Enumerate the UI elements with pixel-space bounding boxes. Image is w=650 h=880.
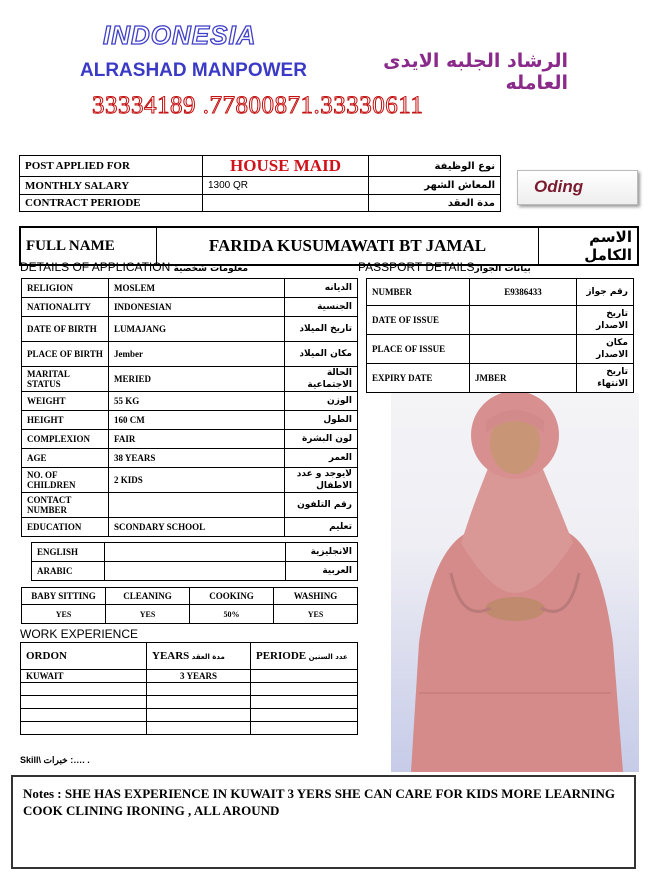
application-row [22,317,358,342]
work-col-period-ar: عدد السنين [308,653,348,661]
skill-line-value: :…. . [70,755,90,765]
work-period [251,709,358,722]
work-col-years-label: YEARS [152,650,190,662]
fullname-label: FULL NAME [20,227,157,265]
contract-label: CONTRACT PERIODE [20,195,203,212]
application-label-ar: الطول [285,411,358,430]
passport-label: DATE OF ISSUE [367,306,470,335]
salary-value: 1300 QR [203,177,369,195]
application-label: MARITAL STATUS [22,367,109,392]
application-table [21,278,358,537]
skill-value: YES [274,605,358,624]
job-info-table [19,155,501,212]
passport-heading-ar: بيانات الجواز [474,264,531,274]
language-label: ENGLISH [32,543,105,562]
language-label-ar: العربية [286,562,358,581]
application-label: RELIGION [22,279,109,298]
application-label-ar: العمر [285,449,358,468]
passport-table [366,278,634,393]
work-heading: WORK EXPERIENCE [20,627,139,641]
agent-stamp [517,170,638,205]
fullname-label-ar: الاسم الكامل [539,227,639,265]
work-period [251,670,358,683]
application-value [109,493,285,518]
work-col-years [147,643,251,670]
passport-row [367,306,634,335]
skill-header: WASHING [274,588,358,605]
salary-label: MONTHLY SALARY [20,177,203,195]
languages-table [31,542,358,581]
country-title: INDONESIA [103,20,257,50]
passport-value: E9386433 [470,279,577,306]
work-years [147,696,251,709]
salary-label-ar: المعاش الشهر [369,177,501,195]
language-value [105,543,286,562]
application-label: DATE OF BIRTH [22,317,109,342]
application-row [22,392,358,411]
work-col-country: ORDON [21,643,147,670]
language-row [32,543,358,562]
application-label: COMPLEXION [22,430,109,449]
passport-label: PLACE OF ISSUE [367,335,470,364]
application-label-ar: لايوجد و عدد الاطفال [285,468,358,493]
skill-line-label: Skill\ خبرات [20,755,68,765]
application-label: EDUCATION [22,518,109,537]
work-table [20,642,358,735]
application-label-ar: تعليم [285,518,358,537]
application-value: 160 CM [109,411,285,430]
work-period [251,683,358,696]
passport-heading-label: PASSPORT DETAILS [358,260,475,274]
post-label: POST APPLIED FOR [20,156,203,177]
fullname-value: FARIDA KUSUMAWATI BT JAMAL [157,227,539,265]
application-row [22,468,358,493]
application-label-ar: الجنسية [285,298,358,317]
agent-stamp-text: Oding [534,177,584,196]
application-value: 55 KG [109,392,285,411]
application-value: Jember [109,342,285,367]
work-country [21,683,147,696]
work-country [21,709,147,722]
agency-name-en: ALRASHAD MANPOWER [80,60,307,81]
passport-label: NUMBER [367,279,470,306]
application-label: AGE [22,449,109,468]
work-country [21,696,147,709]
passport-label: EXPIRY DATE [367,364,470,393]
application-value: 2 KIDS [109,468,285,493]
application-value: 38 YEARS [109,449,285,468]
notes-box: Notes : SHE HAS EXPERIENCE IN KUWAIT 3 YERS SHE CAN CARE FOR KIDS MORE LEARNING COOK CLINING IRONING , ALL AROUND [11,775,636,869]
passport-value [470,335,577,364]
skill-line [20,755,90,766]
work-row [21,709,358,722]
application-value: SCONDARY SCHOOL [109,518,285,537]
application-heading-label: DETAILS OF APPLICATION [20,260,171,274]
application-row [22,449,358,468]
applicant-photo-figure [391,393,639,772]
work-row [21,722,358,735]
contract-label-ar: مدة العقد [369,195,501,212]
work-years [147,709,251,722]
skill-header: CLEANING [106,588,190,605]
language-row [32,562,358,581]
application-row [22,493,358,518]
application-value: INDONESIAN [109,298,285,317]
contract-value [203,195,369,212]
passport-row [367,279,634,306]
post-label-ar: نوع الوظيفة [369,156,501,177]
work-period [251,722,358,735]
passport-row [367,364,634,393]
work-country [21,722,147,735]
passport-row [367,335,634,364]
application-value: MOSLEM [109,279,285,298]
application-label-ar: الحالة الاجتماعية [285,367,358,392]
application-label: CONTACT NUMBER [22,493,109,518]
work-period [251,696,358,709]
language-label-ar: الانجليزية [286,543,358,562]
application-label-ar: الديانه [285,279,358,298]
post-value: HOUSE MAID [203,156,369,177]
agency-name-ar: الرشاد الجلبه الايدى العامله [383,50,568,94]
application-value: LUMAJANG [109,317,285,342]
application-label: WEIGHT [22,392,109,411]
notes-text: SHE HAS EXPERIENCE IN KUWAIT 3 YERS SHE CAN CARE FOR KIDS MORE LEARNING COOK CLINING IRONING , ALL AROUND [23,786,615,818]
application-value: MERIED [109,367,285,392]
application-label-ar: مكان الميلاد [285,342,358,367]
application-label-ar: الوزن [285,392,358,411]
application-row [22,518,358,537]
work-years: 3 YEARS [147,670,251,683]
work-row [21,696,358,709]
application-row [22,298,358,317]
skill-value: 50% [190,605,274,624]
passport-value: JMBER [470,364,577,393]
work-years [147,683,251,696]
language-value [105,562,286,581]
application-value: FAIR [109,430,285,449]
passport-label-ar: مكان الاصدار [577,335,634,364]
work-col-years-ar: مدة العقد [191,653,225,661]
application-label: PLACE OF BIRTH [22,342,109,367]
application-label-ar: تاريخ الميلاد [285,317,358,342]
work-col-period-label: PERIODE [256,650,307,662]
notes-label: Notes [23,786,55,801]
application-label-ar: رقم التلفون [285,493,358,518]
passport-label-ar: رقم جواز [577,279,634,306]
work-years [147,722,251,735]
skills-table [21,587,358,624]
work-country: KUWAIT [21,670,147,683]
application-row [22,430,358,449]
application-row [22,342,358,367]
passport-heading [358,260,531,274]
work-row [21,683,358,696]
passport-value [470,306,577,335]
language-label: ARABIC [32,562,105,581]
application-heading [20,260,248,274]
skill-value: YES [106,605,190,624]
applicant-photo [391,393,639,772]
work-row [21,670,358,683]
work-col-period [251,643,358,670]
skill-value: YES [22,605,106,624]
application-label: NATIONALITY [22,298,109,317]
passport-label-ar: تاريخ الاصدار [577,306,634,335]
phone-numbers: 33334189 .77800871.33330611 [92,92,424,119]
application-row [22,279,358,298]
application-row [22,367,358,392]
application-label-ar: لون البشرة [285,430,358,449]
application-label: NO. OF CHILDREN [22,468,109,493]
application-label: HEIGHT [22,411,109,430]
application-heading-ar: معلومات شخصية [173,264,249,274]
skill-header: BABY SITTING [22,588,106,605]
passport-label-ar: تاريخ الانتهاء [577,364,634,393]
skill-header: COOKING [190,588,274,605]
application-row [22,411,358,430]
